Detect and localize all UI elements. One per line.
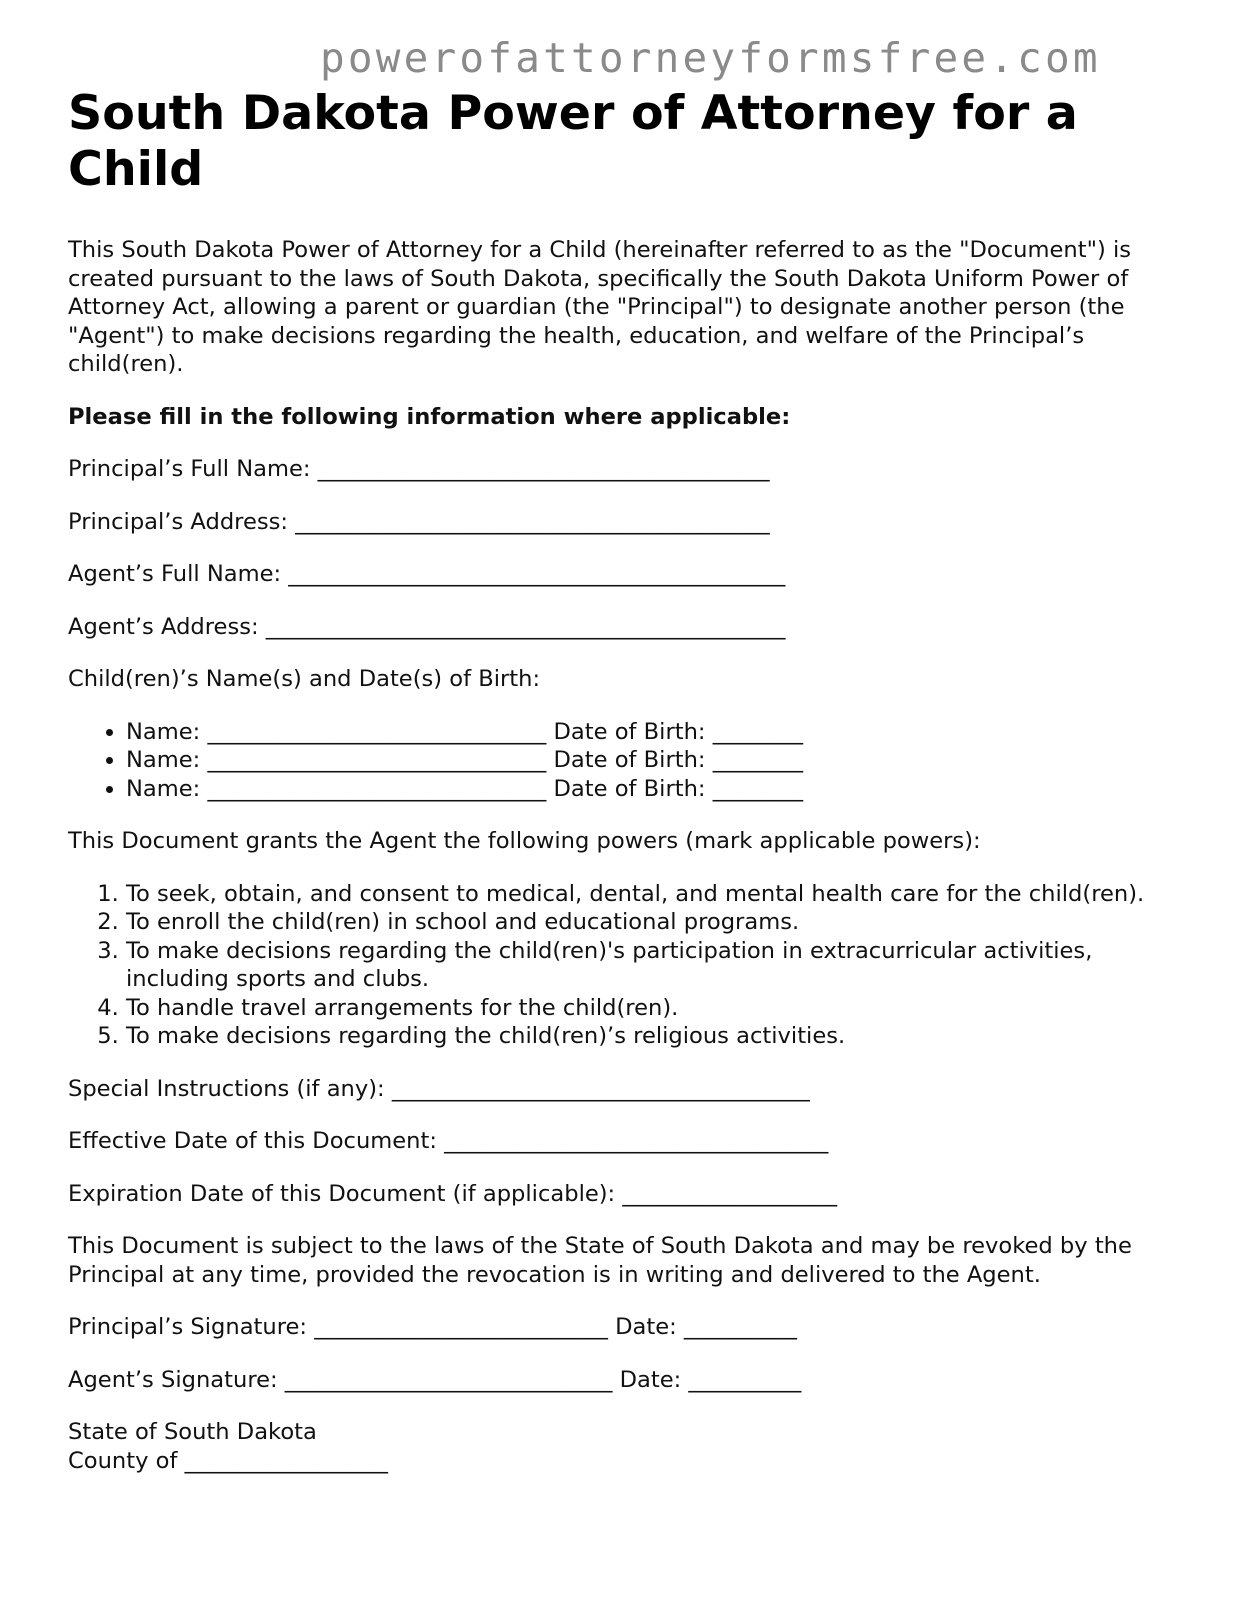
child-entry: • Name: ______________________________ Date of Birth: ________ xyxy=(126,746,1178,775)
expiration-date-field: Expiration Date of this Document (if applicable): ___________________ xyxy=(68,1180,837,1207)
state-line: State of South Dakota xyxy=(68,1419,317,1445)
children-list xyxy=(68,718,1178,804)
principal-name-field: Principal’s Full Name: ________________________________________ xyxy=(68,456,770,482)
special-instructions-field: Special Instructions (if any): _____________________________________ xyxy=(68,1075,810,1102)
agent-signature-line: Agent’s Signature: _____________________________ Date: __________ xyxy=(68,1366,802,1393)
agent-address-field: Agent’s Address: ______________________________________________ xyxy=(68,613,786,640)
power-item: 1. To seek, obtain, and consent to medical, dental, and mental health care for the child(ren). xyxy=(126,880,1178,909)
effective-date-field: Effective Date of this Document: __________________________________ xyxy=(68,1128,829,1154)
power-item: 5. To make decisions regarding the child(ren)’s religious activities. xyxy=(126,1022,1178,1051)
children-heading: Child(ren)’s Name(s) and Date(s) of Birth: xyxy=(68,666,541,692)
principal-signature-line: Principal’s Signature: __________________________ Date: __________ xyxy=(68,1314,797,1340)
power-item: 2. To enroll the child(ren) in school and educational programs. xyxy=(126,908,1178,937)
child-entry: • Name: ______________________________ Date of Birth: ________ xyxy=(126,775,1178,804)
child-entry: • Name: ______________________________ Date of Birth: ________ xyxy=(126,718,1178,747)
notary-venue xyxy=(68,1418,1178,1475)
power-item: 3. To make decisions regarding the child(ren)'s participation in extracurricular activities, including sports and clubs. xyxy=(126,937,1178,994)
document-title: South Dakota Power of Attorney for a Child xyxy=(68,86,1078,197)
powers-list xyxy=(68,880,1178,1051)
agent-name-field: Agent’s Full Name: ____________________________________________ xyxy=(68,561,786,587)
intro-paragraph: This South Dakota Power of Attorney for a Child (hereinafter referred to as the "Document") is created pursuant to the laws of South Dakota, specifically the South Dakota Uniform Power of Attorney Act, allowing a parent or guardian (the "Principal") to designate another person (the "Agent") to make decisions regarding the health, education, and welfare of the Principal’s child(ren). xyxy=(68,237,1132,377)
revocation-paragraph: This Document is subject to the laws of the State of South Dakota and may be revoked by the Principal at any time, provided the revocation is in writing and delivered to the Agent. xyxy=(68,1233,1132,1288)
power-item: 4. To handle travel arrangements for the child(ren). xyxy=(126,994,1178,1023)
fill-prompt: Please fill in the following information where applicable: xyxy=(68,403,791,430)
watermark: powerofattorneyformsfree.com xyxy=(320,34,1101,82)
principal-address-field: Principal’s Address: __________________________________________ xyxy=(68,508,770,535)
document-body xyxy=(68,86,1178,1475)
powers-intro: This Document grants the Agent the following powers (mark applicable powers): xyxy=(68,828,981,854)
county-line: County of __________________ xyxy=(68,1447,388,1474)
